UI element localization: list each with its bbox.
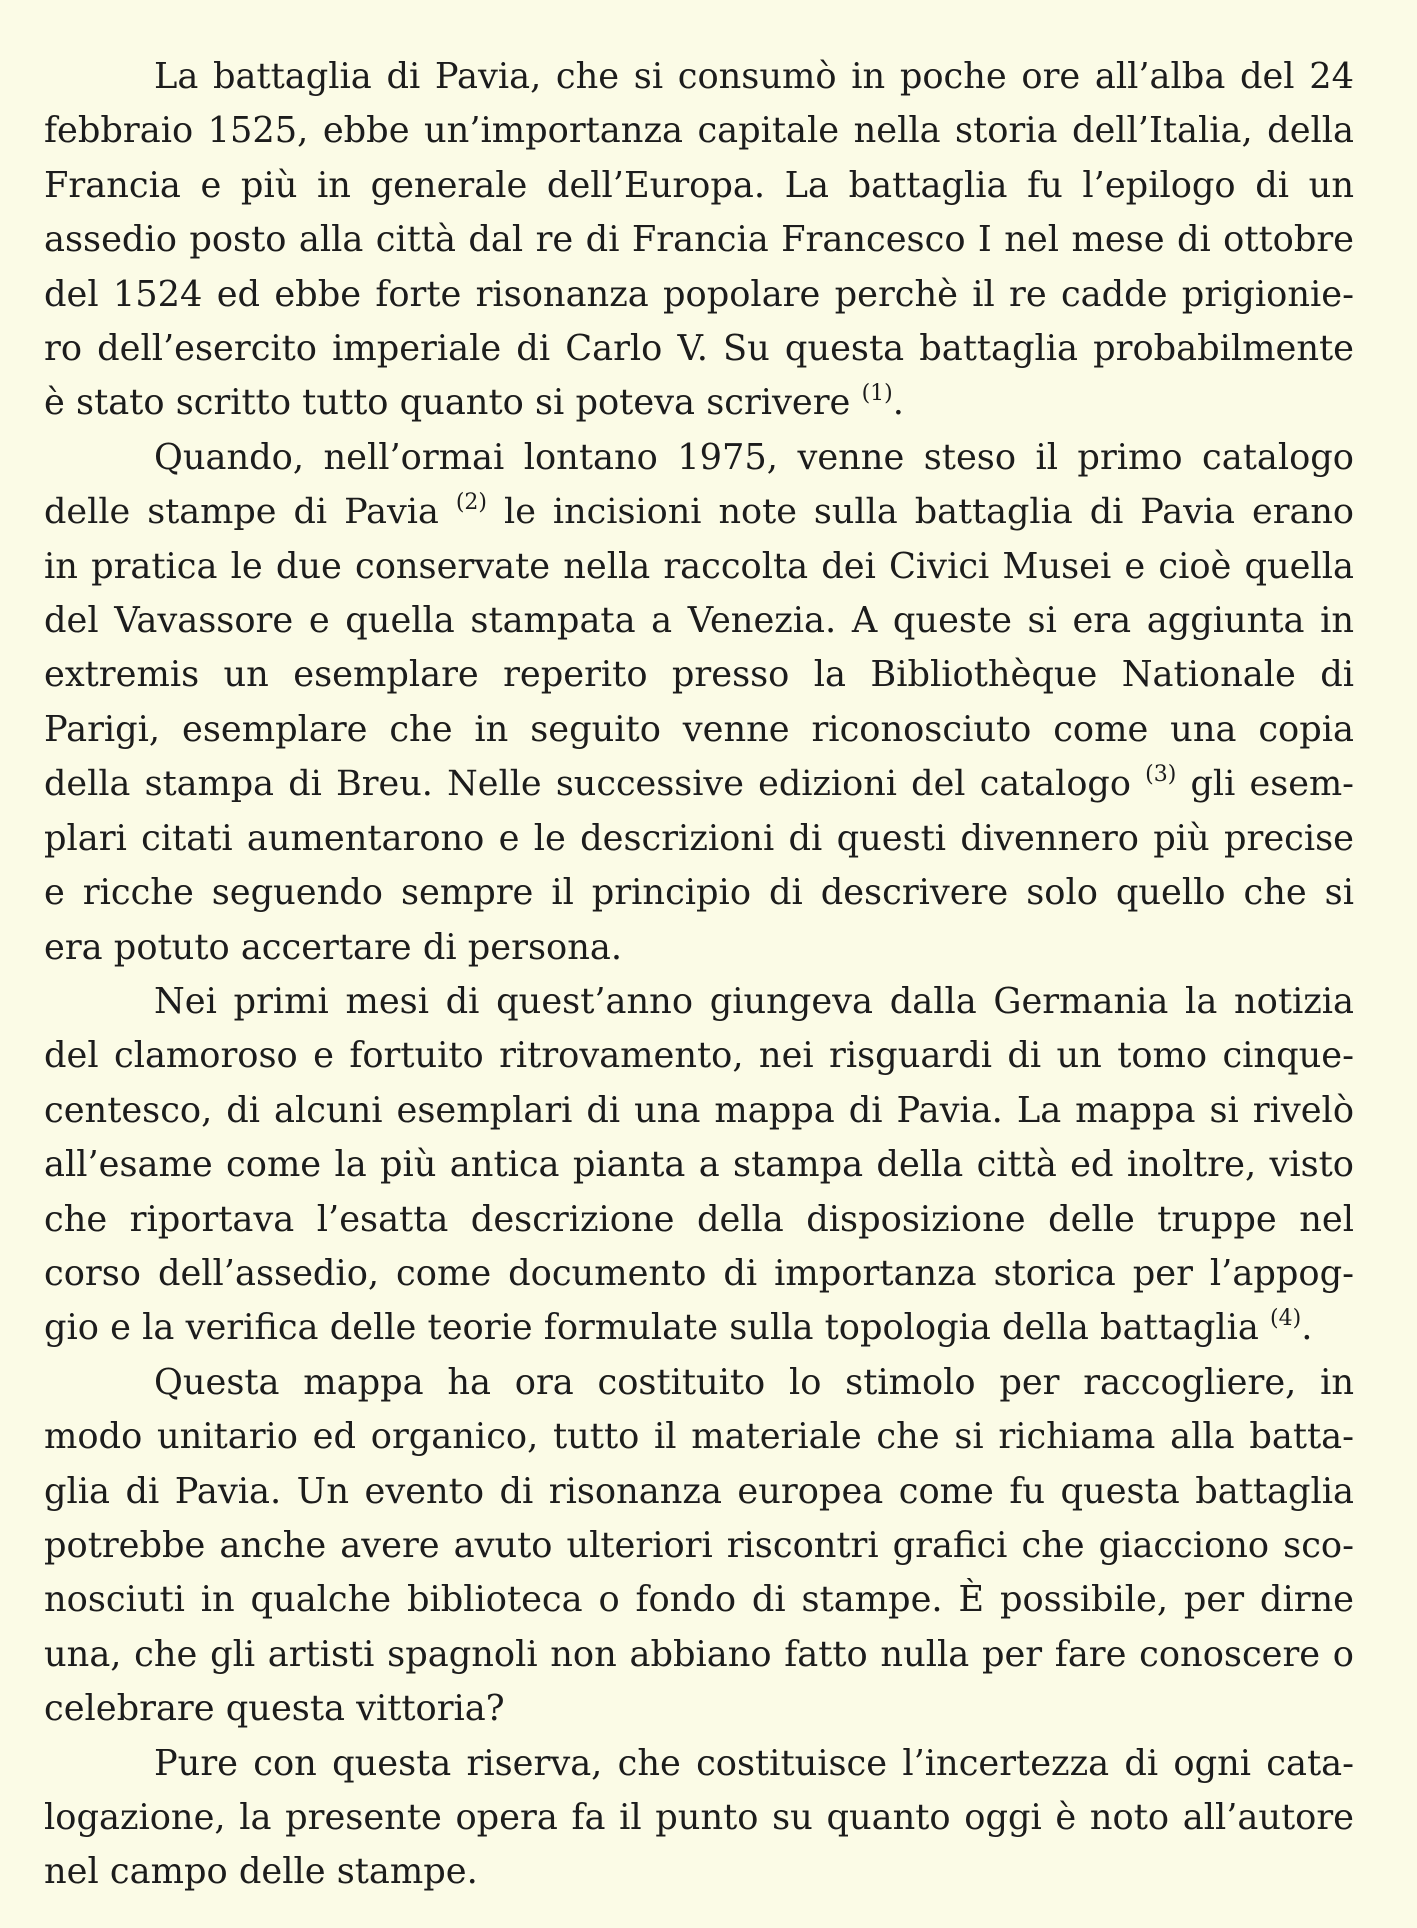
line-text-tail: le incisioni note sulla battaglia di Pavia erano [504, 491, 1354, 533]
text-line: una, che gli artisti spagnoli non abbiano fatto nulla per fare conoscere o [44, 1633, 1354, 1675]
text-line: in pratica le due conservate nella raccolta dei Civici Musei e cioè quella [44, 545, 1354, 587]
text-line: celebrare questa vittoria? [44, 1688, 505, 1730]
text-line [44, 757, 1354, 811]
line-text: delle stampe di Pavia [44, 491, 439, 533]
text-line [44, 485, 1354, 539]
paragraph-2 [44, 431, 1354, 975]
text-line: ro dell’esercito imperiale di Carlo V. Su questa battaglia probabilmente [44, 328, 1354, 370]
text-line: e ricche seguendo sempre il principio di descrivere solo quello che si [44, 872, 1354, 914]
text-line: del Vavassore e quella stampata a Venezia. A queste si era aggiunta in [44, 600, 1354, 642]
text-line: extremis un esemplare reperito presso la Bibliothèque Nationale di [44, 654, 1354, 696]
line-text-tail: gli esem- [1190, 763, 1354, 805]
footnote-ref-2: (2) [455, 490, 488, 516]
line-punctuation: . [892, 382, 904, 424]
paragraph-3 [44, 975, 1354, 1356]
text-line: Nei primi mesi di quest’anno giungeva dalla Germania la notizia [154, 980, 1354, 1022]
text-line: glia di Pavia. Un evento di risonanza europea come fu questa battaglia [44, 1470, 1354, 1512]
text-line: febbraio 1525, ebbe un’importanza capitale nella storia dell’Italia, della [44, 110, 1354, 152]
text-line [44, 1301, 1354, 1355]
footnote-ref-3: (3) [1145, 762, 1177, 788]
text-line: del 1524 ed ebbe forte risonanza popolare perchè il re cadde prigionie- [44, 273, 1354, 315]
text-line: era potuto accertare di persona. [44, 926, 623, 968]
paragraph-1 [44, 50, 1354, 431]
document-page [44, 50, 1354, 1900]
footnote-ref-4: (4) [1270, 1306, 1302, 1332]
text-line: La battaglia di Pavia, che si consumò in poche ore all’alba del 24 [154, 56, 1354, 97]
text-line: Parigi, esemplare che in seguito venne riconosciuto come una copia [44, 708, 1354, 750]
text-line: Pure con questa riserva, che costituisce l’incertezza di ogni cata- [154, 1742, 1354, 1784]
text-line: che riportava l’esatta descrizione della disposizione delle truppe nel [44, 1198, 1354, 1240]
line-text: della stampa di Breu. Nelle successive edizioni del catalogo [44, 763, 1131, 805]
text-line [44, 376, 1354, 430]
text-line: nel campo delle stampe. [44, 1851, 478, 1893]
text-line: Quando, nell’ormai lontano 1975, venne steso il primo catalogo [154, 436, 1354, 478]
line-text: è stato scritto tutto quanto si poteva scrivere [44, 382, 851, 424]
text-line: plari citati aumentarono e le descrizioni di questi divennero più precise [44, 817, 1354, 859]
text-line: corso dell’assedio, come documento di importanza storica per l’appog- [44, 1252, 1354, 1294]
paragraph-4 [44, 1356, 1354, 1737]
line-punctuation: . [1301, 1307, 1313, 1349]
text-line: logazione, la presente opera fa il punto su quanto oggi è noto all’autore [44, 1797, 1354, 1838]
text-line: Questa mappa ha ora costituito lo stimolo per raccogliere, in [154, 1361, 1354, 1403]
paragraph-5 [44, 1737, 1354, 1900]
text-line: nosciuti in qualche biblioteca o fondo di stampe. È possibile, per dirne [44, 1579, 1354, 1621]
text-line: potrebbe anche avere avuto ulteriori riscontri grafici che giacciono sco- [44, 1524, 1354, 1566]
text-line: centesco, di alcuni esemplari di una mappa di Pavia. La mappa si rivelò [44, 1089, 1354, 1131]
text-line: Francia e più in generale dell’Europa. La battaglia fu l’epilogo di un [44, 164, 1354, 206]
text-line: assedio posto alla città dal re di Francia Francesco I nel mese di ottobre [44, 219, 1354, 261]
footnote-ref-1: (1) [861, 381, 893, 407]
line-text: gio e la verifica delle teorie formulate sulla topologia della battaglia [44, 1307, 1259, 1349]
text-line: del clamoroso e fortuito ritrovamento, nei risguardi di un tomo cinque- [44, 1035, 1354, 1077]
text-line: modo unitario ed organico, tutto il materiale che si richiama alla batta- [44, 1416, 1354, 1458]
text-line: all’esame come la più antica pianta a stampa della città ed inoltre, visto [44, 1144, 1354, 1186]
